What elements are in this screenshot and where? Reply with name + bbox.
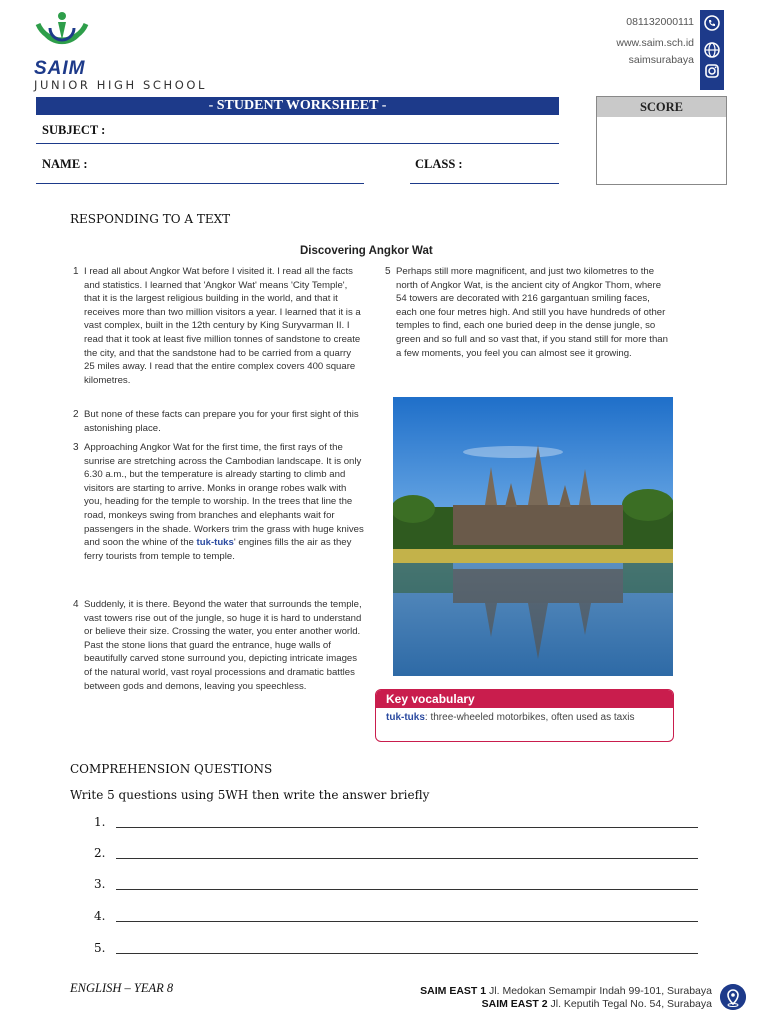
section-heading-comprehension: COMPREHENSION QUESTIONS [70,762,273,776]
answer-blank[interactable] [116,827,698,828]
name-label: NAME : [42,157,88,171]
footer-address-east2 [482,998,712,1010]
paragraph-text: Perhaps still more magnificent, and just two kilometres to the north of Angkor Wat, is the ancient city of Angkor Thom, where 54 towers are decorated with 216 gargantuan smiling faces, each one four metres high. And still you have hundreds of other temples to find, each one buried deep in the dense jungle, so green and so full and so vast that, if you stand still for more than a few moments, you feel you can almost see it growing. [396,266,668,359]
instagram-icon [703,62,721,80]
article-paragraph-3 [73,441,364,563]
name-line[interactable] [36,183,364,184]
question-number: 1. [94,815,106,829]
tuk-tuks-highlight: tuk-tuks [196,537,234,549]
answer-blank[interactable] [116,858,698,859]
article-paragraph-4 [73,598,364,693]
globe-icon [703,41,721,59]
contact-website[interactable]: www.saim.sch.id [616,37,694,49]
subject-line[interactable] [36,143,559,144]
question-number: 5. [94,941,106,955]
paragraph-number: 3 [73,442,79,453]
campus-label: SAIM EAST 2 [481,998,548,1010]
vocab-definition: : three-wheeled motorbikes, often used as taxis [424,712,635,723]
location-pin-icon [720,984,746,1010]
contact-icon-bar [700,10,724,90]
key-vocabulary-definition [386,712,665,724]
campus-address: Jl. Medokan Semampir Indah 99-101, Surabaya [486,985,712,997]
class-label: CLASS : [415,157,463,171]
vocab-term: tuk-tuks [386,712,425,723]
score-label: SCORE [597,97,726,117]
answer-blank[interactable] [116,889,698,890]
score-box[interactable] [596,96,727,185]
article-paragraph-1 [73,265,362,387]
article-paragraph-2 [73,408,362,435]
instruction-text: Write 5 questions using 5WH then write the answer briefly [70,788,430,802]
logo-wordmark: SAIM [34,58,86,79]
answer-blank[interactable] [116,921,698,922]
subject-label: SUBJECT : [42,123,106,137]
article-title: Discovering Angkor Wat [300,245,433,257]
footer-address-east1 [420,985,712,997]
answer-line-5[interactable] [94,941,698,955]
answer-line-4[interactable] [94,909,698,923]
key-vocabulary-box [375,689,674,742]
paragraph-text: But none of these facts can prepare you for your first sight of this astonishing place. [84,409,359,434]
paragraph-number: 4 [73,599,79,610]
question-number: 3. [94,877,106,891]
paragraph-text: Suddenly, it is there. Beyond the water that surrounds the temple, vast towers rise out of the jungle, so huge it is hard to understand or believe their size. Crossing the water, you enter another world. Past the stone lions that guard the entrance, huge walls of beautifully carved stone surround you, depicting intricate images of the natural world, vast royal processions and dramatic battles between gods and demons, leaving you speechless. [84,599,362,692]
whatsapp-icon [703,14,721,32]
footer-subject: ENGLISH – YEAR 8 [70,981,174,995]
worksheet-title: - STUDENT WORKSHEET - [36,97,559,115]
class-line[interactable] [410,183,559,184]
key-vocabulary-heading: Key vocabulary [376,690,673,708]
contact-phone: 081132000111 [626,16,694,28]
paragraph-text: Approaching Angkor Wat for the first time, the first rays of the sunrise are stretching across the Cambodian landscape. It is only 6.30 a.m., but the temperature is already starting to climb and visitors are starting to arrive. Monks in orange robes walk with you, heading for the temple to worship. In the trees that line the road, monkeys swing from branches and elephants wait for passengers in the shade. Workers trim the grass with huge knives and soon the whine of the [84,442,364,549]
campus-address: Jl. Keputih Tegal No. 54, Surabaya [547,998,712,1010]
angkor-wat-photo [393,397,673,676]
answer-line-1[interactable] [94,815,698,829]
school-name: JUNIOR HIGH SCHOOL [34,78,208,92]
paragraph-text: I read all about Angkor Wat before I visited it. I read all the facts and statistics. I learned that 'Angkor Wat' means 'City Temple', that it is the largest religious building in the world, and that it receives more than two million visitors a year. I learned that it is a vast complex, built in the 12th century by King Suryvarman II. I read that it took at least five million tonnes of sandstone to create the city, and that the sandstone had to be carried from a quarry 25 miles away. I read that the entire complex covers 400 square kilometres. [84,266,361,386]
paragraph-text: ' engines fills the air as they ferry tourists from temple to temple. [84,537,352,562]
answer-blank[interactable] [116,953,698,954]
question-number: 2. [94,846,106,860]
paragraph-number: 1 [73,266,79,277]
paragraph-number: 5 [385,266,391,277]
question-number: 4. [94,909,106,923]
section-heading-responding: RESPONDING TO A TEXT [70,212,231,226]
paragraph-number: 2 [73,409,79,420]
campus-label: SAIM EAST 1 [420,985,487,997]
answer-line-2[interactable] [94,846,698,860]
contact-instagram[interactable]: saimsurabaya [628,54,694,66]
answer-line-3[interactable] [94,877,698,891]
article-paragraph-5 [385,265,672,360]
